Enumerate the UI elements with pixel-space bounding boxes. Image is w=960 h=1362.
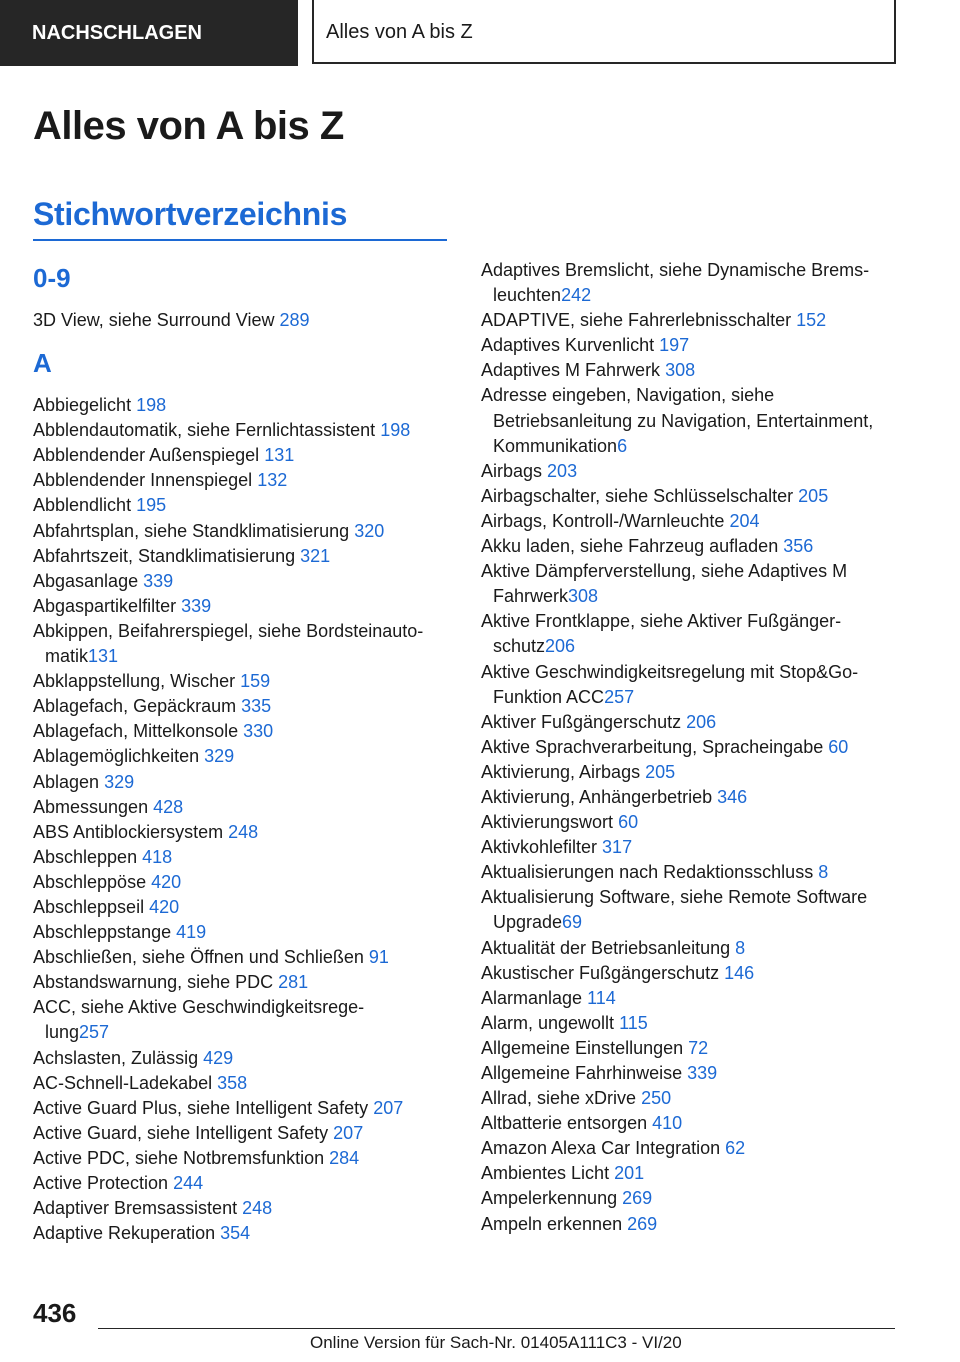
- index-entry-text: Abgaspartikelfilter: [33, 595, 182, 616]
- page-reference-link[interactable]: 198: [136, 395, 167, 416]
- page-reference-link[interactable]: 114: [587, 987, 616, 1008]
- index-entry-text: Funktion ACC: [493, 686, 605, 707]
- index-entry: [33, 820, 453, 845]
- index-entry-text: ABS Antiblockiersystem: [33, 821, 229, 842]
- index-entry-line: [33, 468, 453, 493]
- index-entry-text: Ampelerkennung: [481, 1188, 623, 1209]
- index-entry: [481, 358, 921, 383]
- index-entry-text: Fahrwerk: [493, 586, 569, 607]
- page-reference-link[interactable]: 308: [568, 586, 599, 607]
- index-entry-line: [33, 719, 453, 744]
- index-entry: [481, 1186, 921, 1211]
- index-entry-line: [481, 860, 921, 885]
- page-reference-link[interactable]: 281: [278, 972, 309, 993]
- index-entry: [481, 860, 921, 885]
- page-reference-link[interactable]: 207: [333, 1122, 364, 1143]
- index-entry: [33, 308, 453, 333]
- index-entry-line: [33, 669, 453, 694]
- index-entry: [33, 393, 453, 418]
- index-entry-line: [33, 619, 453, 644]
- index-entry-text: Airbags, Kontroll-/Warnleuchte: [481, 510, 730, 531]
- index-entry-text: Abschließen, siehe Öffnen und Schließen: [33, 947, 369, 968]
- index-entry-text: lung: [45, 1022, 80, 1043]
- index-entry-line: [33, 544, 453, 569]
- page-reference-link[interactable]: 132: [257, 470, 288, 491]
- index-entry: [33, 1046, 453, 1071]
- index-letter-heading: 0-9: [33, 263, 71, 293]
- index-entry-line: [481, 358, 921, 383]
- index-entry-line: [481, 1011, 921, 1036]
- index-entry-text: Abblendautomatik, siehe Fernlichtassistent: [33, 420, 381, 441]
- index-entry-text: Aktive Dämpferverstellung, siehe Adaptives M: [481, 561, 848, 582]
- page-reference-link[interactable]: 257: [604, 686, 635, 707]
- page-reference-link[interactable]: 60: [828, 736, 849, 757]
- index-entry: [33, 920, 453, 945]
- page-reference-link[interactable]: 420: [151, 871, 182, 892]
- page-reference-link[interactable]: 410: [652, 1113, 683, 1134]
- index-entry-line: [481, 434, 921, 459]
- page-reference-link[interactable]: 206: [686, 711, 717, 732]
- index-entry-line: [481, 1161, 921, 1186]
- index-entry: [33, 468, 453, 493]
- index-entry-text: Allrad, siehe xDrive: [481, 1088, 642, 1109]
- index-entry-text: Airbagschalter, siehe Schlüsselschalter: [481, 485, 799, 506]
- page-reference-link[interactable]: 329: [104, 771, 135, 792]
- index-entry-text: Allgemeine Einstellungen: [481, 1037, 689, 1058]
- index-entry: [481, 961, 921, 986]
- page-reference-link[interactable]: 204: [729, 510, 760, 531]
- index-entry-line: [481, 936, 921, 961]
- index-entry: [33, 1221, 453, 1246]
- page-reference-link[interactable]: 248: [242, 1198, 273, 1219]
- index-entry-text: Aktivierung, Anhängerbetrieb: [481, 786, 718, 807]
- index-entry: [33, 770, 453, 795]
- index-entry: [33, 619, 453, 669]
- index-entry: [481, 534, 921, 559]
- index-entry-line: [481, 810, 921, 835]
- index-entry-line: [481, 459, 921, 484]
- index-entry-line: [481, 1136, 921, 1161]
- index-entry-line: [33, 443, 453, 468]
- index-entry: [33, 1146, 453, 1171]
- index-entry-text: Aktualisierung Software, siehe Remote Software: [481, 887, 868, 908]
- index-entry-text: Abklappstellung, Wischer: [33, 671, 241, 692]
- index-entry: [481, 258, 921, 308]
- index-entry-line: [481, 584, 921, 609]
- page-reference-link[interactable]: 257: [79, 1022, 110, 1043]
- page-reference-link[interactable]: 418: [142, 846, 173, 867]
- index-entry-text: Abblendender Innenspiegel: [33, 470, 258, 491]
- page-reference-link[interactable]: 269: [627, 1213, 658, 1234]
- page-reference-link[interactable]: 308: [665, 360, 696, 381]
- index-entry-text: 3D View, siehe Surround View: [33, 310, 280, 330]
- index-entry-text: Aktivierung, Airbags: [481, 761, 646, 782]
- index-entry-line: [33, 1221, 453, 1246]
- index-entry-text: Aktive Sprachverarbeitung, Spracheingabe: [481, 736, 829, 757]
- index-entry-text: Abschleppstange: [33, 922, 177, 943]
- index-entry: [33, 669, 453, 694]
- index-entry-text: Alarm, ungewollt: [481, 1012, 620, 1033]
- page-reference-link[interactable]: 72: [688, 1037, 709, 1058]
- index-entry-line: [481, 258, 921, 283]
- page-reference-link[interactable]: 420: [149, 896, 180, 917]
- index-entry-text: Aktiver Fußgängerschutz: [481, 711, 687, 732]
- index-entry: [481, 710, 921, 735]
- index-entry-text: Ablagen: [33, 771, 105, 792]
- index-entry-line: [481, 885, 921, 910]
- page-reference-link[interactable]: 152: [796, 310, 827, 331]
- index-entry-text: AC-Schnell-Ladekabel: [33, 1072, 218, 1093]
- index-entry-line: [33, 995, 453, 1020]
- index-entry-text: Abfahrtsplan, siehe Standklimatisierung: [33, 520, 355, 541]
- page-reference-link[interactable]: 284: [329, 1147, 360, 1168]
- section-title: Stichwortverzeichnis: [33, 196, 348, 232]
- index-entry-line: [481, 1036, 921, 1061]
- index-entry: [33, 418, 453, 443]
- index-entry-text: schutz: [493, 636, 546, 657]
- index-entry: [33, 694, 453, 719]
- page-reference-link[interactable]: 131: [88, 646, 119, 667]
- index-entry-text: Aktive Geschwindigkeitsregelung mit Stop&Go-: [481, 661, 859, 682]
- index-entry-text: Abschleppen: [33, 846, 143, 867]
- index-entry-text: Adaptives M Fahrwerk: [481, 360, 666, 381]
- index-entry-line: [33, 920, 453, 945]
- page-reference-link[interactable]: 419: [176, 922, 207, 943]
- index-entry-line: [481, 986, 921, 1011]
- index-entry-text: Abmessungen: [33, 796, 154, 817]
- index-entry: [481, 1011, 921, 1036]
- page-reference-link[interactable]: 205: [645, 761, 676, 782]
- index-entry-line: [481, 484, 921, 509]
- index-entry-text: ADAPTIVE, siehe Fahrerlebnisschalter: [481, 310, 797, 331]
- index-entry: [33, 493, 453, 518]
- index-entry-line: [33, 1146, 453, 1171]
- page-reference-link[interactable]: 131: [264, 445, 295, 466]
- index-entry-line: [481, 383, 921, 408]
- index-entry-line: [481, 509, 921, 534]
- index-entry: [33, 1121, 453, 1146]
- index-entry: [481, 885, 921, 935]
- index-entry: [481, 1111, 921, 1136]
- index-entry-line: [481, 609, 921, 634]
- index-entry: [33, 1071, 453, 1096]
- index-entry-line: [481, 1111, 921, 1136]
- page-header: [0, 0, 960, 66]
- page-reference-link[interactable]: 289: [279, 310, 310, 330]
- index-entry-line: [481, 660, 921, 685]
- index-entry-text: Ampeln erkennen: [481, 1213, 628, 1234]
- index-entry-text: Abschleppseil: [33, 896, 150, 917]
- index-entry-line: [33, 1020, 453, 1045]
- index-entry-text: Aktualität der Betriebsanleitung: [481, 937, 736, 958]
- index-entry: [481, 333, 921, 358]
- index-entry-line: [33, 970, 453, 995]
- page-reference-link[interactable]: 269: [622, 1188, 653, 1209]
- page-reference-link[interactable]: 115: [619, 1012, 648, 1033]
- index-entry: [481, 1086, 921, 1111]
- index-entry-line: [33, 493, 453, 518]
- page-reference-link[interactable]: 339: [181, 595, 212, 616]
- index-entry: [481, 810, 921, 835]
- spacer: [33, 383, 453, 393]
- index-entry: [33, 519, 453, 544]
- index-entry-text: Active Guard, siehe Intelligent Safety: [33, 1122, 334, 1143]
- section-tab[interactable]: NACHSCHLAGEN: [0, 0, 298, 66]
- page-reference-link[interactable]: 62: [725, 1138, 746, 1159]
- index-entry-text: Achslasten, Zulässig: [33, 1047, 204, 1068]
- page-reference-link[interactable]: 195: [136, 495, 167, 516]
- page-reference-link[interactable]: 197: [659, 335, 690, 356]
- index-entry: [33, 443, 453, 468]
- page-reference-link[interactable]: 335: [241, 696, 272, 717]
- index-entry-text: Airbags: [481, 460, 548, 481]
- page-reference-link[interactable]: 8: [735, 937, 746, 958]
- index-entry-text: Abbiegelicht: [33, 395, 137, 416]
- index-entry-text: Abfahrtszeit, Standklimatisierung: [33, 545, 301, 566]
- index-entry-text: Abstandswarnung, siehe PDC: [33, 972, 279, 993]
- index-entry: [481, 459, 921, 484]
- page-title: Alles von A bis Z: [33, 104, 344, 148]
- index-entry-text: Abblendlicht: [33, 495, 137, 516]
- index-entry: [481, 1161, 921, 1186]
- index-entry-line: [33, 569, 453, 594]
- index-entry-line: [481, 308, 921, 333]
- page-reference-link[interactable]: 8: [818, 862, 829, 883]
- index-letter-heading: A: [33, 348, 52, 379]
- index-entry-line: [33, 1046, 453, 1071]
- index-entry-text: Alarmanlage: [481, 987, 588, 1008]
- index-entry: [481, 1212, 921, 1237]
- index-column-left: [33, 258, 453, 1246]
- index-entry-text: Altbatterie entsorgen: [481, 1113, 653, 1134]
- index-entry-line: [33, 1121, 453, 1146]
- page-reference-link[interactable]: 159: [240, 671, 271, 692]
- index-entry-line: [33, 519, 453, 544]
- page-reference-link[interactable]: 250: [641, 1088, 672, 1109]
- page-reference-link[interactable]: 207: [373, 1097, 404, 1118]
- index-entry: [481, 1036, 921, 1061]
- page-reference-link[interactable]: 146: [724, 962, 755, 983]
- index-entry-line: [33, 694, 453, 719]
- index-entry-text: Upgrade: [493, 912, 563, 933]
- index-entry-text: Aktivierungswort: [481, 812, 619, 833]
- index-entry-line: [481, 333, 921, 358]
- index-entry: [481, 1136, 921, 1161]
- page-reference-link[interactable]: 206: [545, 636, 576, 657]
- index-entry: [481, 383, 921, 458]
- index-entry: [33, 795, 453, 820]
- index-entry: [481, 835, 921, 860]
- index-entry-text: Abkippen, Beifahrerspiegel, siehe Bordsteinauto-: [33, 620, 424, 641]
- index-entry-line: [33, 393, 453, 418]
- page-reference-link[interactable]: 203: [547, 460, 578, 481]
- index-entry: [481, 559, 921, 609]
- index-entry: [481, 735, 921, 760]
- page-reference-link[interactable]: 358: [217, 1072, 248, 1093]
- index-entry-line: [481, 1061, 921, 1086]
- page-reference-link[interactable]: 205: [798, 485, 829, 506]
- index-entry-text: Ablagemöglichkeiten: [33, 746, 205, 767]
- page-reference-link[interactable]: 330: [243, 721, 274, 742]
- page-reference-link[interactable]: 321: [300, 545, 331, 566]
- index-entry-line: [481, 534, 921, 559]
- index-entry-line: [481, 1086, 921, 1111]
- index-entry-text: Adaptiver Bremsassistent: [33, 1198, 243, 1219]
- page-reference-link[interactable]: 329: [204, 746, 235, 767]
- index-entry-line: [33, 945, 453, 970]
- index-entry-text: leuchten: [493, 285, 562, 306]
- index-entry-line: [33, 418, 453, 443]
- index-entry: [481, 760, 921, 785]
- section-divider: [33, 239, 447, 241]
- index-entry-text: Active Protection: [33, 1173, 174, 1193]
- page-reference-link[interactable]: 60: [618, 812, 639, 833]
- index-entry: [33, 945, 453, 970]
- footer-text: Online Version für Sach-Nr. 01405A111C3 - VI/20: [310, 1333, 682, 1352]
- index-entry-text: Ambientes Licht: [481, 1163, 615, 1184]
- page-reference-link[interactable]: 339: [687, 1063, 718, 1083]
- index-entry-line: [33, 1196, 453, 1221]
- index-entry-line: [481, 961, 921, 986]
- index-entry-line: [481, 835, 921, 860]
- page-reference-link[interactable]: 429: [203, 1047, 234, 1068]
- page-reference-link[interactable]: 242: [561, 285, 592, 306]
- index-entry-line: [33, 1071, 453, 1096]
- index-entry-text: Akku laden, siehe Fahrzeug aufladen: [481, 536, 784, 557]
- index-entry-text: Abgasanlage: [33, 570, 144, 591]
- index-entry-line: [481, 634, 921, 659]
- page-reference-link[interactable]: 339: [143, 570, 174, 591]
- index-entry-line: [33, 795, 453, 820]
- index-entry-text: Aktivkohlefilter: [481, 837, 603, 858]
- index-entry-text: Adaptives Bremslicht, siehe Dynamische Brems-: [481, 260, 870, 280]
- index-entry: [33, 1096, 453, 1121]
- index-entry-line: [481, 559, 921, 584]
- spacer: [33, 333, 453, 343]
- index-entry-line: [33, 820, 453, 845]
- page-number: 436: [33, 1298, 77, 1328]
- footer-divider: [98, 1328, 895, 1329]
- index-entry-line: [481, 760, 921, 785]
- index-entry: [33, 719, 453, 744]
- index-entry-text: Ablagefach, Mittelkonsole: [33, 721, 244, 742]
- index-entry-text: Allgemeine Fahrhinweise: [481, 1063, 688, 1083]
- index-entry: [33, 995, 453, 1045]
- index-entry-line: [33, 870, 453, 895]
- index-entry-line: [481, 685, 921, 710]
- index-entry-text: Active Guard Plus, siehe Intelligent Safety: [33, 1097, 374, 1118]
- page-reference-link[interactable]: 6: [617, 435, 628, 456]
- index-entry-line: [33, 1096, 453, 1121]
- chapter-tab[interactable]: Alles von A bis Z: [312, 0, 896, 64]
- page-reference-link[interactable]: 198: [380, 420, 411, 441]
- index-entry: [481, 609, 921, 659]
- index-entry: [33, 1171, 453, 1196]
- index-entry-line: [481, 283, 921, 308]
- index-entry: [481, 509, 921, 534]
- page-reference-link[interactable]: 69: [562, 912, 583, 933]
- index-entry: [481, 308, 921, 333]
- index-entry: [33, 845, 453, 870]
- index-entry-text: Aktive Frontklappe, siehe Aktiver Fußgänger-: [481, 611, 842, 632]
- index-entry-text: Akustischer Fußgängerschutz: [481, 962, 725, 983]
- index-entry: [481, 660, 921, 710]
- index-entry-text: Abblendender Außenspiegel: [33, 445, 265, 466]
- index-entry-text: Amazon Alexa Car Integration: [481, 1138, 726, 1159]
- index-entry: [33, 895, 453, 920]
- index-entry-text: Adaptives Kurvenlicht: [481, 335, 660, 356]
- page-reference-link[interactable]: 320: [354, 520, 385, 541]
- index-entry-line: [33, 308, 453, 333]
- index-entry: [33, 569, 453, 594]
- page-reference-link[interactable]: 91: [368, 947, 389, 968]
- index-entry-line: [481, 409, 921, 434]
- index-entry: [33, 970, 453, 995]
- index-entry: [33, 744, 453, 769]
- page-reference-link[interactable]: 354: [220, 1223, 251, 1244]
- index-entry-line: [33, 644, 453, 669]
- index-column-right: [481, 258, 921, 1237]
- index-entry-text: ACC, siehe Aktive Geschwindigkeitsrege-: [33, 997, 365, 1018]
- index-entry-text: Adaptive Rekuperation: [33, 1223, 221, 1244]
- index-entry-text: Abschleppöse: [33, 871, 152, 892]
- index-entry-line: [33, 594, 453, 619]
- spacer: [33, 298, 453, 308]
- page-reference-link[interactable]: 248: [228, 821, 259, 842]
- index-entry: [481, 484, 921, 509]
- index-entry: [481, 936, 921, 961]
- index-entry-line: [481, 785, 921, 810]
- index-entry-text: Ablagefach, Gepäckraum: [33, 696, 242, 717]
- index-entry-text: Betriebsanleitung zu Navigation, Entertainment,: [493, 410, 874, 431]
- index-entry: [481, 785, 921, 810]
- index-entry-line: [33, 1171, 453, 1196]
- index-entry-line: [33, 744, 453, 769]
- index-entry-line: [33, 845, 453, 870]
- index-entry-text: Aktualisierungen nach Redaktionsschluss: [481, 862, 819, 883]
- page-reference-link[interactable]: 428: [153, 796, 184, 817]
- page-reference-link[interactable]: 201: [614, 1163, 645, 1184]
- index-entry-text: Adresse eingeben, Navigation, siehe: [481, 385, 775, 406]
- page-reference-link[interactable]: 346: [717, 786, 748, 807]
- index-entry: [33, 544, 453, 569]
- index-entry-line: [33, 770, 453, 795]
- index-entry: [33, 870, 453, 895]
- index-entry: [33, 594, 453, 619]
- index-entry-line: [481, 910, 921, 935]
- index-entry: [33, 1196, 453, 1221]
- index-entry-line: [481, 1212, 921, 1237]
- index-entry-line: [481, 735, 921, 760]
- index-entry-text: Active PDC, siehe Notbremsfunktion: [33, 1147, 330, 1168]
- page-reference-link[interactable]: 317: [602, 837, 633, 858]
- index-entry-text: Kommunikation: [493, 435, 618, 456]
- index-entry-line: [481, 710, 921, 735]
- index-entry: [481, 1061, 921, 1086]
- index-entry-line: [481, 1186, 921, 1211]
- page-reference-link[interactable]: 356: [783, 536, 814, 557]
- index-entry-line: [33, 895, 453, 920]
- index-entry: [481, 986, 921, 1011]
- index-entry-text: matik: [45, 646, 89, 667]
- page-reference-link[interactable]: 244: [173, 1173, 204, 1193]
